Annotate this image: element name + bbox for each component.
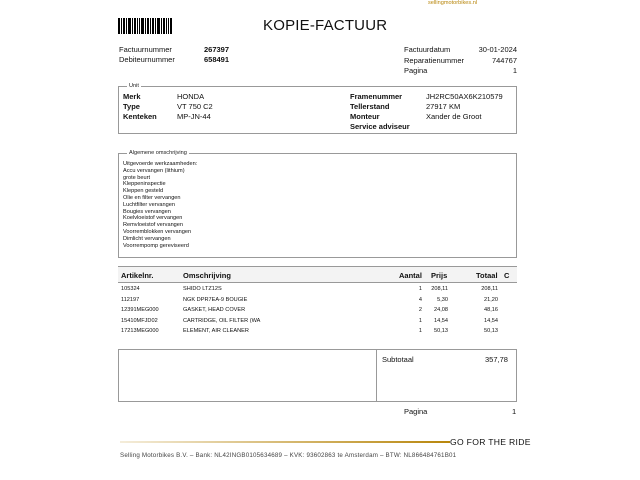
- general-description-legend: Algemene omschrijving: [129, 150, 187, 156]
- row-price: 24,08: [434, 307, 448, 313]
- service-advisor-label: Service adviseur: [350, 122, 410, 131]
- subtotal-value: 357,78: [485, 355, 508, 364]
- invoice-number-label: Factuurnummer: [119, 45, 172, 54]
- page-label: Pagina: [404, 66, 428, 75]
- row-description: NGK DPR7EA-9 BOUGIE: [183, 296, 248, 303]
- subtotal-label: Subtotaal: [382, 355, 414, 364]
- row-description: ELEMENT, AIR CLEANER: [183, 328, 249, 334]
- row-qty: 1: [418, 286, 422, 292]
- table-row: [118, 318, 517, 328]
- row-price: 208,11: [431, 286, 448, 292]
- row-description: SHIDO LTZ12S: [183, 286, 222, 292]
- row-article: 17213MEG000: [121, 328, 159, 334]
- website-link[interactable]: sellingmotorbikes.nl: [428, 0, 478, 6]
- col-description: Omschrijving: [183, 271, 231, 280]
- work-line: Kleppen gesteld: [123, 188, 164, 195]
- work-line: Voorremblokken vervangen: [123, 228, 192, 235]
- col-total: Totaal: [476, 271, 498, 280]
- footer-page-label: Pagina: [404, 407, 428, 416]
- row-price: 5,30: [437, 296, 448, 303]
- header-left: [119, 45, 239, 65]
- col-price: Prijs: [431, 271, 448, 280]
- work-line: Accu vervangen (lithium): [123, 167, 185, 174]
- totals-box: [118, 349, 517, 402]
- subtotal-divider: [376, 350, 377, 401]
- general-description-box: [118, 150, 517, 258]
- license-value: MP-JN-44: [177, 112, 211, 121]
- work-line: Bougies vervangen: [123, 208, 171, 215]
- odometer-label: Tellerstand: [350, 102, 390, 111]
- debtor-number-label: Debiteurnummer: [119, 55, 175, 64]
- row-article: 105324: [121, 286, 140, 292]
- footer-gold-line: [120, 441, 450, 443]
- debtor-number-value: 658491: [204, 55, 230, 64]
- barcode-graphic: [118, 18, 172, 34]
- row-qty: 4: [418, 296, 422, 303]
- table-row: [118, 297, 517, 307]
- table-row: [118, 328, 517, 338]
- barcode: [118, 18, 172, 34]
- col-qty: Aantal: [399, 271, 422, 280]
- row-price: 50,13: [434, 328, 448, 334]
- work-line: Remvloeistof vervangen: [123, 222, 184, 229]
- work-line: Olie en filter vervangen: [123, 194, 181, 201]
- row-article: 112197: [121, 296, 140, 303]
- repair-number-label: Reparatienummer: [404, 55, 465, 65]
- repair-number-value: 744767: [491, 55, 517, 65]
- work-line: Kleppeninspectie: [123, 181, 166, 188]
- brand-value: HONDA: [177, 92, 205, 101]
- type-label: Type: [123, 102, 140, 111]
- invoice-date-label: Factuurdatum: [404, 45, 451, 54]
- work-line: Luchtfilter vervangen: [123, 201, 175, 208]
- unit-box: [118, 83, 517, 134]
- col-c: C: [504, 271, 510, 280]
- license-label: Kenteken: [123, 112, 157, 121]
- header-right: [404, 45, 517, 77]
- invoice-date-value: 30-01-2024: [478, 45, 517, 54]
- row-total: 21,20: [484, 296, 498, 303]
- mechanic-value: Xander de Groot: [426, 112, 482, 121]
- row-qty: 1: [418, 317, 422, 324]
- row-description: GASKET, HEAD COVER: [183, 307, 246, 313]
- frame-number-label: Framenummer: [350, 92, 403, 101]
- row-article: 15410MFJD02: [121, 317, 158, 324]
- items-table: [118, 266, 517, 341]
- page-value: 1: [512, 66, 517, 75]
- brand-label: Merk: [123, 92, 141, 101]
- work-line: Uitgevoerde werkzaamheden:: [123, 161, 198, 167]
- row-qty: 2: [418, 307, 422, 313]
- row-article: 12391MEG000: [121, 307, 159, 313]
- table-row: [118, 307, 517, 317]
- row-total: 50,13: [484, 328, 498, 334]
- company-footer: Selling Motorbikes B.V. – Bank: NL42INGB0105634689 – KVK: 93602863 te Amsterdam – BTW: NL866484761B01: [120, 452, 457, 459]
- table-row: [118, 286, 517, 296]
- items-table-header: [118, 266, 517, 283]
- work-line: Voorrempomp gereviseerd: [123, 242, 189, 249]
- row-qty: 1: [418, 328, 422, 334]
- work-description-lines: [123, 161, 197, 249]
- footer-page-value: 1: [512, 407, 517, 416]
- mechanic-label: Monteur: [350, 112, 380, 121]
- document-title: KOPIE-FACTUUR: [263, 17, 388, 34]
- row-description: CARTRIDGE, OIL FILTER (WA: [183, 317, 261, 324]
- row-total: 14,54: [484, 317, 498, 324]
- tagline: GO FOR THE RIDE: [450, 437, 531, 447]
- row-total: 208,11: [481, 286, 498, 292]
- unit-legend: Unit: [129, 83, 139, 89]
- row-total: 48,16: [484, 307, 498, 313]
- work-line: grote beurt: [123, 174, 151, 181]
- work-line: Dimlicht vervangen: [123, 235, 171, 242]
- col-article: Artikelnr.: [121, 271, 154, 280]
- type-value: VT 750 C2: [177, 102, 213, 111]
- work-line: Koelvloeistof vervangen: [123, 215, 183, 222]
- odometer-value: 27917 KM: [426, 102, 461, 111]
- row-price: 14,54: [434, 317, 448, 324]
- frame-number-value: JH2RC50AX6K210579: [426, 92, 503, 101]
- invoice-number-value: 267397: [204, 45, 230, 54]
